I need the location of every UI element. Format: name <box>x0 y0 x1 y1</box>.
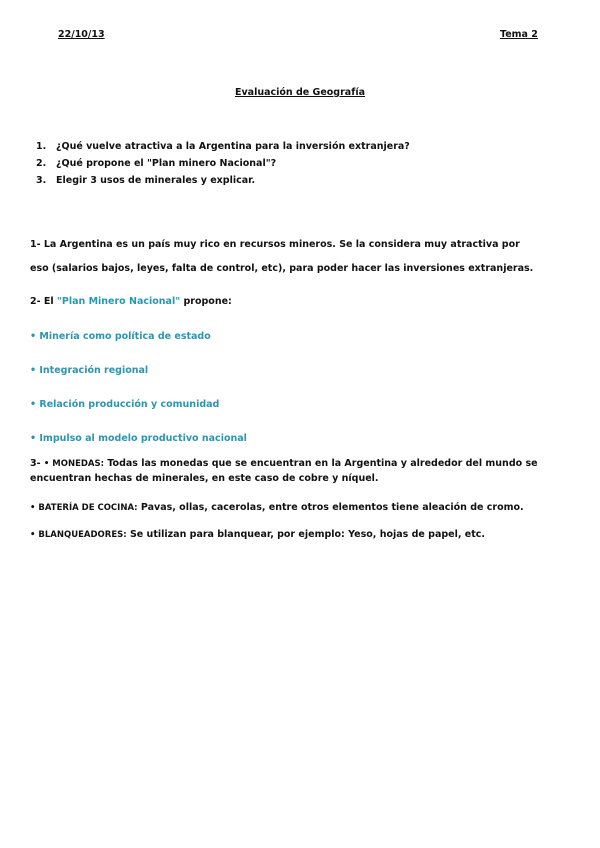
answer1-line2: eso (salarios bajos, leyes, falta de control, etc), para poder hacer las inversiones extranjeras. <box>30 263 534 274</box>
question-text: ¿Qué vuelve atractiva a la Argentina para la inversión extranjera? <box>56 141 410 152</box>
question-number: 2. <box>36 158 47 169</box>
monedas-label: • MONEDAS: <box>43 459 105 469</box>
date-label: 22/10/13 <box>58 29 105 40</box>
tema-label: Tema 2 <box>500 29 538 40</box>
question-item <box>36 141 410 158</box>
monedas-text: Todas las monedas que se encuentran en la Argentina y alrededor del mundo se <box>104 458 538 469</box>
blanqueadores-label: • BLANQUEADORES: <box>30 530 127 540</box>
plan-minero-label: "Plan Minero Nacional" <box>56 296 181 307</box>
monedas-line2: encuentran hechas de minerales, en este caso de cobre y níquel. <box>30 473 379 484</box>
list-item: • Integración regional <box>30 365 149 376</box>
answer2-prefix: 2- El <box>30 296 57 307</box>
question-text: Elegir 3 usos de minerales y explicar. <box>56 175 256 186</box>
page-title: Evaluación de Geografía <box>234 87 366 98</box>
answer1-line1: 1- La Argentina es un país muy rico en recursos mineros. Se la considera muy atractiva por <box>30 239 520 250</box>
answer3-prefix: 3- <box>30 458 44 469</box>
blanqueadores-text: Se utilizan para blanquear, por ejemplo: Yeso, hojas de papel, etc. <box>126 529 486 540</box>
answer2-suffix: propone: <box>180 296 232 307</box>
question-list <box>36 141 410 192</box>
bateria-text: Pavas, ollas, cacerolas, entre otros elementos tiene aleación de cromo. <box>137 502 524 513</box>
list-item: • Impulso al modelo productivo nacional <box>30 433 247 444</box>
list-item: • Minería como política de estado <box>30 331 211 342</box>
bateria-label: • BATERÍA DE COCINA: <box>30 503 138 513</box>
question-number: 3. <box>36 175 47 186</box>
bateria-line <box>30 500 524 516</box>
list-item: • Relación producción y comunidad <box>30 399 220 410</box>
question-text: ¿Qué propone el "Plan minero Nacional"? <box>56 158 277 169</box>
question-item <box>36 175 410 192</box>
monedas-line1 <box>30 456 538 472</box>
question-number: 1. <box>36 141 47 152</box>
blanqueadores-line <box>30 527 485 543</box>
question-item <box>36 158 410 175</box>
answer2-heading <box>30 290 232 313</box>
